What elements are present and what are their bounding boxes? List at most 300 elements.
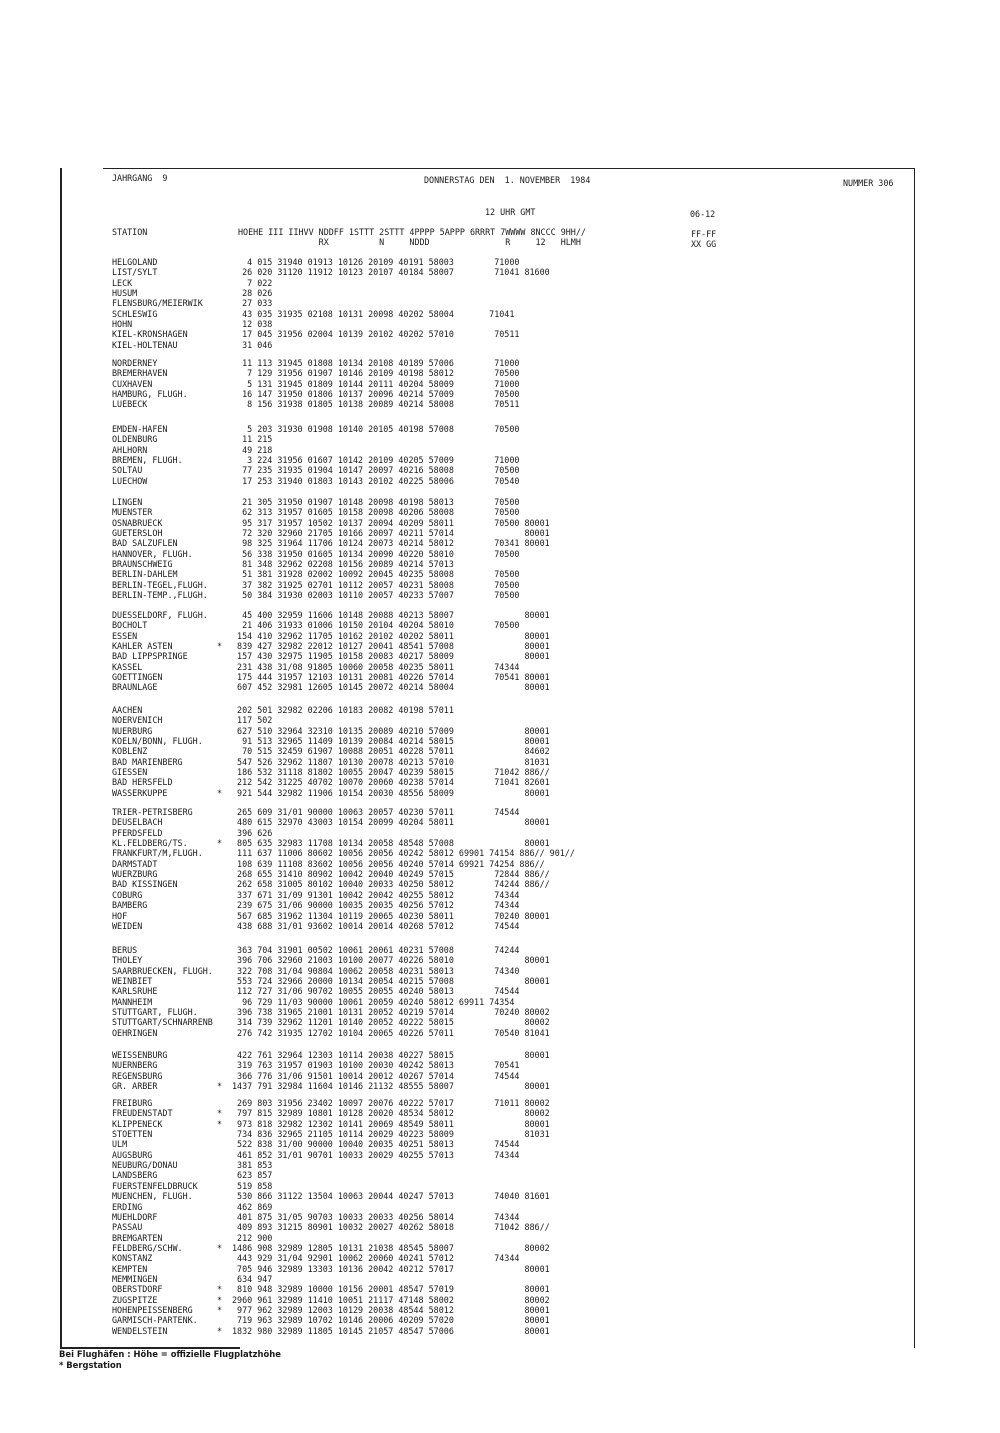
station-row [0, 528, 1000, 538]
station-name: BRAUNLAGE [112, 682, 158, 693]
station-observation-codes: 108 639 11108 83602 10056 20056 40240 57014 69921 74254 886// [232, 858, 545, 869]
station-name: GOETTINGEN [112, 672, 163, 683]
station-observation-codes: 734 836 32965 21105 10114 20029 40223 58009 81031 [232, 1129, 550, 1140]
station-name: NOERVENICH [112, 715, 163, 726]
station-observation-codes: 519 858 [232, 1180, 273, 1191]
station-row [0, 1212, 1000, 1222]
station-observation-codes: 5 131 31945 01809 10144 20111 40204 58009 71000 [232, 378, 520, 389]
station-row [0, 569, 1000, 579]
station-row [0, 1253, 1000, 1263]
station-observation-codes: 363 704 31901 00502 10061 20061 40231 57008 74244 [232, 945, 520, 955]
station-name: KAHLER ASTEN [112, 641, 173, 652]
station-name: MANNHEIM [112, 996, 153, 1007]
station-name: BERUS [112, 945, 138, 955]
station-observation-codes: 17 045 31956 02004 10139 20102 40202 57010 70511 [232, 329, 520, 340]
station-row [0, 757, 1000, 767]
station-row [0, 890, 1000, 900]
station-observation-codes: 623 857 [232, 1170, 273, 1181]
station-observation-codes: 43 035 31935 02108 10131 20098 40202 58004 71041 [232, 308, 515, 319]
station-name: HUSUM [112, 288, 138, 299]
station-row [0, 1284, 1000, 1294]
station-name: KARLSRUHE [112, 986, 158, 997]
station-name: BAD MARIENBERG [112, 756, 183, 767]
station-observation-codes: 31 046 [232, 339, 273, 350]
station-row [0, 715, 1000, 725]
jahrgang-label: JAHRGANG 9 [112, 173, 168, 183]
station-name: BAD SALZUFLEN [112, 538, 178, 549]
station-row [0, 538, 1000, 548]
station-observation-codes: 49 218 [232, 444, 273, 455]
station-row [0, 590, 1000, 600]
station-observation-codes: 202 501 32982 02206 10183 20082 40198 57011 [232, 705, 454, 715]
mountain-station-marker: * [217, 1242, 223, 1253]
station-observation-codes: 186 532 31118 81802 10055 20047 40239 58015 71042 886// [232, 767, 550, 778]
station-observation-codes: 56 338 31950 01605 10134 20090 40220 58010 70500 [232, 548, 520, 559]
station-row [0, 1108, 1000, 1118]
station-observation-codes: 314 739 32962 11201 10140 20052 40222 58015 80002 [232, 1017, 550, 1028]
station-name: HOHENPEISSENBERG [112, 1305, 193, 1315]
station-observation-codes: 70 515 32459 61907 10088 20051 40228 57011 84602 [232, 746, 550, 757]
station-row [0, 1243, 1000, 1253]
station-name: FREIBURG [112, 1098, 153, 1108]
station-row [0, 705, 1000, 715]
station-name: BAD HERSFELD [112, 777, 173, 788]
station-row [0, 1071, 1000, 1081]
station-name: GR. ARBER [112, 1081, 158, 1092]
mountain-station-marker: * [217, 1108, 223, 1119]
station-name: BERLIN-TEMP.,FLUGH. [112, 590, 208, 601]
station-row [0, 518, 1000, 528]
station-name: KEMPTEN [112, 1263, 148, 1274]
station-row [0, 257, 1000, 267]
station-observation-codes: 322 708 31/04 90804 10062 20058 40231 58013 74340 [232, 965, 520, 976]
station-name: WASSERKUPPE [112, 787, 168, 798]
station-name: LANDSBERG [112, 1170, 158, 1181]
station-observation-codes: 4 015 31940 01913 10126 20109 40191 58003 71000 [232, 257, 520, 267]
station-row [0, 1264, 1000, 1274]
station-row [0, 641, 1000, 651]
station-row [0, 610, 1000, 620]
station-name: SAARBRUECKEN, FLUGH. [112, 965, 213, 976]
station-row [0, 368, 1000, 378]
station-name: AACHEN [112, 705, 143, 715]
ff-column-header-line2: XX GG [691, 239, 717, 249]
station-observation-codes: 212 542 31225 40702 10070 20060 40238 57014 71041 82601 [232, 777, 550, 788]
station-name: ULM [112, 1139, 128, 1150]
station-row [0, 1222, 1000, 1232]
station-column-header: STATION [112, 227, 148, 237]
station-observation-codes: 1832 980 32989 11805 10145 21057 48547 57006 80001 [232, 1325, 550, 1336]
station-observation-codes: 805 635 32983 11708 10134 20058 48548 57008 80001 [232, 838, 550, 849]
station-row [0, 631, 1000, 641]
observation-time: 12 UHR GMT [485, 207, 536, 217]
station-row [0, 672, 1000, 682]
station-observation-codes: 366 776 31/06 91501 10014 20012 40267 57014 74544 [232, 1070, 520, 1081]
station-observation-codes: 96 729 11/03 90000 10061 20059 40240 58012 69911 74354 [232, 996, 515, 1007]
station-row [0, 955, 1000, 965]
station-observation-codes: 705 946 32989 13303 10136 20042 40212 57017 80001 [232, 1263, 550, 1274]
station-row [0, 997, 1000, 1007]
station-row [0, 945, 1000, 955]
station-observation-codes: 45 400 32959 11606 10148 20088 40213 58007 80001 [232, 610, 550, 620]
station-row [0, 777, 1000, 787]
mountain-station-marker: * [217, 1081, 223, 1092]
station-observation-codes: 62 313 31957 01605 10158 20098 40206 58008 70500 [232, 507, 520, 518]
station-name: KLIPPENECK [112, 1118, 163, 1129]
station-name: DUESSELDORF, FLUGH. [112, 610, 208, 620]
station-name: TRIER-PETRISBERG [112, 807, 193, 817]
date-label: DONNERSTAG DEN 1. NOVEMBER 1984 [424, 175, 591, 185]
station-name: KIEL-HOLTENAU [112, 339, 178, 350]
station-observation-codes: 462 869 [232, 1201, 273, 1212]
station-row [0, 746, 1000, 756]
station-name: WEINBIET [112, 976, 153, 987]
station-name: BERLIN-DAHLEM [112, 569, 178, 580]
station-row [0, 267, 1000, 277]
issue-number: NUMMER 306 [843, 178, 894, 188]
station-name: FREUDENSTADT [112, 1108, 173, 1119]
station-name: ERDING [112, 1201, 143, 1212]
station-name: DEUSELBACH [112, 817, 163, 828]
station-name: LUECHOW [112, 475, 148, 486]
station-observation-codes: 634 947 [232, 1273, 273, 1284]
station-name: AUGSBURG [112, 1149, 153, 1160]
station-name: HELGOLAND [112, 257, 158, 267]
station-observation-codes: 268 655 31410 80902 10042 20040 40249 57015 72844 886// [232, 869, 550, 880]
station-observation-codes: 37 382 31925 02701 10112 20057 40231 58008 70500 [232, 579, 520, 590]
station-name: THOLEY [112, 955, 143, 966]
station-observation-codes: 95 317 31957 10502 10137 20094 40209 58011 70500 80001 [232, 517, 550, 528]
station-observation-codes: 157 430 32975 11905 10158 20083 40217 58009 80001 [232, 651, 550, 662]
station-name: MUEHLDORF [112, 1211, 158, 1222]
station-observation-codes: 27 033 [232, 298, 273, 309]
station-name: NORDERNEY [112, 358, 158, 368]
station-observation-codes: 567 685 31962 11304 10119 20065 40230 58011 70240 80001 [232, 910, 550, 921]
station-observation-codes: 7 022 [232, 277, 273, 288]
station-observation-codes: 438 688 31/01 93602 10014 20014 40268 57012 74544 [232, 920, 520, 931]
station-name: STOETTEN [112, 1129, 153, 1140]
station-row [0, 329, 1000, 339]
station-observation-codes: 12 038 [232, 319, 273, 330]
station-name: LIST/SYLT [112, 267, 158, 278]
station-row [0, 788, 1000, 798]
station-observation-codes: 1486 908 32989 12805 10131 21038 48545 58007 80002 [232, 1242, 550, 1253]
station-name: KASSEL [112, 661, 143, 672]
station-name: NEUBURG/DONAU [112, 1160, 178, 1171]
station-observation-codes: 2960 961 32989 11410 10051 21117 47148 58002 80002 [232, 1294, 550, 1305]
station-observation-codes: 396 706 32960 21003 10100 20077 40226 58010 80001 [232, 955, 550, 966]
station-name: WEIDEN [112, 920, 143, 931]
station-row [0, 434, 1000, 444]
station-name: CUXHAVEN [112, 378, 153, 389]
station-name: KOBLENZ [112, 746, 148, 757]
station-row [0, 507, 1000, 517]
station-observation-codes: 422 761 32964 12303 10114 20038 40227 58015 80001 [232, 1050, 550, 1060]
station-row [0, 1119, 1000, 1129]
station-row [0, 1305, 1000, 1315]
station-name: MEMMINGEN [112, 1273, 158, 1284]
station-observation-codes: 98 325 31964 11706 10124 20073 40214 58012 70341 80001 [232, 538, 550, 549]
station-name: STUTTGART/SCHNARRENB [112, 1017, 213, 1028]
station-observation-codes: 17 253 31940 01803 10143 20102 40225 58006 70540 [232, 475, 520, 486]
station-observation-codes: 11 215 [232, 434, 273, 445]
station-row [0, 319, 1000, 329]
station-row [0, 1274, 1000, 1284]
station-row [0, 379, 1000, 389]
station-row [0, 1098, 1000, 1108]
station-row [0, 986, 1000, 996]
station-observation-codes: 921 544 32982 11906 10154 20030 48556 58009 80001 [232, 787, 550, 798]
station-name: OEHRINGEN [112, 1027, 158, 1038]
station-name: BAD KISSINGEN [112, 879, 178, 890]
station-row [0, 476, 1000, 486]
station-name: BRAUNSCHWEIG [112, 559, 173, 570]
station-observation-codes: 269 803 31956 23402 10097 20076 40222 57017 71011 80002 [232, 1098, 550, 1108]
station-name: BOCHOLT [112, 620, 148, 631]
station-observation-codes: 212 900 [232, 1232, 273, 1243]
station-name: STUTTGART, FLUGH. [112, 1007, 198, 1018]
station-row [0, 455, 1000, 465]
station-name: GUETERSLOH [112, 528, 163, 539]
station-observation-codes: 319 763 31957 01903 10100 20030 40242 58013 70541 [232, 1060, 520, 1071]
station-observation-codes: 154 410 32962 11705 10162 20102 40202 58011 80001 [232, 630, 550, 641]
station-row [0, 278, 1000, 288]
station-name: WENDELSTEIN [112, 1325, 168, 1336]
station-name: KOELN/BONN, FLUGH. [112, 736, 203, 747]
station-row [0, 817, 1000, 827]
station-name: BERLIN-TEGEL,FLUGH. [112, 579, 208, 590]
station-row [0, 1129, 1000, 1139]
station-observation-codes: 21 406 31933 01006 10150 20104 40204 58010 70500 [232, 620, 520, 631]
station-row [0, 1315, 1000, 1325]
station-name: OLDENBURG [112, 434, 158, 445]
station-name: MUENCHEN, FLUGH. [112, 1191, 193, 1202]
station-observation-codes: 607 452 32981 12605 10145 20072 40214 58004 80001 [232, 682, 550, 693]
station-row [0, 726, 1000, 736]
station-name: COBURG [112, 889, 143, 900]
station-name: FLENSBURG/MEIERWIK [112, 298, 203, 309]
station-name: OSNABRUECK [112, 517, 163, 528]
station-observation-codes: 522 838 31/00 90000 10040 20035 40251 58013 74544 [232, 1139, 520, 1150]
station-row [0, 1233, 1000, 1243]
station-row [0, 848, 1000, 858]
station-row [0, 1050, 1000, 1060]
station-row [0, 662, 1000, 672]
station-row [0, 549, 1000, 559]
station-name: BREMGARTEN [112, 1232, 163, 1243]
station-observation-codes: 396 738 31965 21001 10131 20052 40219 57014 70240 80002 [232, 1007, 550, 1018]
station-row [0, 1326, 1000, 1336]
station-name: EMDEN-HAFEN [112, 424, 168, 434]
station-observation-codes: 797 815 32989 10801 10128 20020 48534 58012 80002 [232, 1108, 550, 1119]
station-row [0, 1295, 1000, 1305]
station-observation-codes: 5 203 31930 01908 10140 20105 40198 57008 70500 [232, 424, 520, 434]
station-name: BAD LIPPSPRINGE [112, 651, 188, 662]
station-observation-codes: 8 156 31938 01805 10138 20089 40214 58008 70511 [232, 399, 520, 410]
station-row [0, 1150, 1000, 1160]
station-row [0, 859, 1000, 869]
station-name: HOHN [112, 319, 133, 330]
station-row [0, 1202, 1000, 1212]
station-row [0, 767, 1000, 777]
station-name: MUENSTER [112, 507, 153, 518]
mountain-station-marker: * [217, 641, 223, 652]
station-observation-codes: 381 853 [232, 1160, 273, 1171]
ff-column-header-line1: FF-FF [691, 229, 717, 239]
station-observation-codes: 81 348 32962 02208 10156 20089 40214 57013 [232, 559, 454, 570]
station-row [0, 298, 1000, 308]
station-row [0, 911, 1000, 921]
station-observation-codes: 50 384 31930 02003 10110 20057 40233 57007 70500 [232, 590, 520, 601]
station-observation-codes: 480 615 32970 43003 10154 20099 40204 58011 80001 [232, 817, 550, 828]
code-columns-header-line2: RX N NDDD R 12 HLMH [238, 237, 581, 247]
station-observation-codes: 719 963 32989 10702 10146 20006 40209 57020 80001 [232, 1315, 550, 1326]
station-row [0, 465, 1000, 475]
station-row [0, 900, 1000, 910]
station-observation-codes: 72 320 32960 21705 10166 20097 40211 57014 80001 [232, 528, 550, 539]
station-row [0, 1181, 1000, 1191]
footnote [59, 1349, 281, 1370]
station-observation-codes: 396 626 [232, 827, 273, 838]
station-row [0, 580, 1000, 590]
station-row [0, 445, 1000, 455]
station-row [0, 424, 1000, 434]
station-observation-codes: 530 866 31122 13504 10063 20044 40247 57013 74040 81601 [232, 1191, 550, 1202]
station-observation-codes: 977 962 32989 12003 10129 20038 48544 58012 80001 [232, 1305, 550, 1315]
station-observation-codes: 839 427 32982 22012 10127 20041 48541 57008 80001 [232, 641, 550, 652]
station-name: OBERSTDORF [112, 1284, 163, 1295]
station-observation-codes: 21 305 31950 01907 10148 20098 40198 58013 70500 [232, 497, 520, 507]
station-observation-codes: 91 513 32965 11409 10139 20084 40214 58015 80001 [232, 736, 550, 747]
station-observation-codes: 112 727 31/06 90702 10055 20055 40240 58013 74544 [232, 986, 520, 997]
station-observation-codes: 3 224 31956 01607 10142 20109 40205 57009 71000 [232, 455, 520, 466]
station-observation-codes: 239 675 31/06 90000 10035 20035 40256 57012 74344 [232, 900, 520, 911]
station-row [0, 389, 1000, 399]
station-name: WUERZBURG [112, 869, 158, 880]
station-name: ZUGSPITZE [112, 1294, 158, 1305]
station-name: BREMERHAVEN [112, 368, 168, 379]
station-row [0, 1060, 1000, 1070]
station-name: KL.FELDBERG/TS. [112, 838, 188, 849]
station-observation-codes: 443 929 31/04 92901 10062 20060 40241 57012 74344 [232, 1253, 520, 1264]
station-observation-codes: 7 129 31956 01907 10146 20109 40198 58012 70500 [232, 368, 520, 379]
station-observation-codes: 51 381 31928 02002 10092 20045 40235 58008 70500 [232, 569, 520, 580]
station-observation-codes: 111 637 11006 80602 10056 20056 40242 58012 69901 74154 886// 901// [232, 848, 575, 859]
station-observation-codes: 175 444 31957 12103 10131 20081 40226 57014 70541 80001 [232, 672, 550, 683]
station-name: LECK [112, 277, 133, 288]
station-name: HAMBURG, FLUGH. [112, 389, 188, 400]
mountain-station-marker: * [217, 1294, 223, 1305]
station-observation-codes: 409 893 31215 80901 10032 20027 40262 58018 71042 886// [232, 1222, 550, 1233]
station-observation-codes: 265 609 31/01 90000 10063 20057 40230 57011 74544 [232, 807, 520, 817]
station-observation-codes: 16 147 31950 01806 10137 20096 40214 57009 70500 [232, 389, 520, 400]
station-row [0, 976, 1000, 986]
station-observation-codes: 117 502 [232, 715, 273, 726]
station-name: BAMBERG [112, 900, 148, 911]
station-row [0, 1028, 1000, 1038]
code-columns-header-line1: HOEHE III IIHVV NDDFF 1STTT 2STTT 4PPPP 5APPP 6RRRT 7WWWW 8NCCC 9HH// [238, 227, 586, 237]
station-row [0, 807, 1000, 817]
station-name: FUERSTENFELDBRUCK [112, 1180, 198, 1191]
station-name: DARMSTADT [112, 858, 158, 869]
footnote-airport-height: Bei Flughäfen : Höhe = offizielle Flugplatzhöhe [59, 1349, 281, 1359]
station-name: KONSTANZ [112, 1253, 153, 1264]
station-name: REGENSBURG [112, 1070, 163, 1081]
station-row [0, 838, 1000, 848]
station-row [0, 1081, 1000, 1091]
station-name: WEISSENBURG [112, 1050, 168, 1060]
station-row [0, 966, 1000, 976]
station-name: AHLHORN [112, 444, 148, 455]
station-row [0, 869, 1000, 879]
station-observation-codes: 231 438 31/08 91805 10060 20058 40235 58011 74344 [232, 661, 520, 672]
station-name: FRANKFURT/M,FLUGH. [112, 848, 203, 859]
station-row [0, 1139, 1000, 1149]
footnote-mountain-station: * Bergstation [59, 1359, 122, 1370]
station-row [0, 828, 1000, 838]
station-name: NUERBURG [112, 725, 153, 736]
station-observation-codes: 28 026 [232, 288, 273, 299]
station-row [0, 1017, 1000, 1027]
station-row [0, 340, 1000, 350]
station-name: SCHLESWIG [112, 308, 158, 319]
station-row [0, 358, 1000, 368]
station-row [0, 399, 1000, 409]
mountain-station-marker: * [217, 1118, 223, 1129]
station-row [0, 497, 1000, 507]
station-observation-codes: 627 510 32964 32310 10135 20089 40210 57009 80001 [232, 725, 550, 736]
station-name: ESSEN [112, 630, 138, 641]
mountain-station-marker: * [217, 787, 223, 798]
station-observation-codes: 262 658 31005 80102 10040 20033 40250 58012 74244 886// [232, 879, 550, 890]
station-name: LUEBECK [112, 399, 148, 410]
station-observation-codes: 1437 791 32984 11604 10146 21132 48555 58007 80001 [232, 1081, 550, 1092]
station-row [0, 559, 1000, 569]
station-observation-codes: 553 724 32966 20000 10134 20054 40215 57008 80001 [232, 976, 550, 987]
station-observation-codes: 11 113 31945 01808 10134 20108 40189 57006 71000 [232, 358, 520, 368]
station-row [0, 921, 1000, 931]
station-observation-codes: 973 818 32982 12302 10141 20069 48549 58011 80001 [232, 1118, 550, 1129]
station-row [0, 309, 1000, 319]
station-name: GARMISCH-PARTENK. [112, 1315, 198, 1326]
mountain-station-marker: * [217, 1325, 223, 1336]
station-observation-codes: 26 020 31120 11912 10123 20107 40184 58007 71041 81600 [232, 267, 550, 278]
station-row [0, 620, 1000, 630]
station-row [0, 682, 1000, 692]
station-name: PASSAU [112, 1222, 143, 1233]
station-name: BREMEN, FLUGH. [112, 455, 183, 466]
station-name: SOLTAU [112, 465, 143, 476]
station-row [0, 1191, 1000, 1201]
station-observation-codes: 337 671 31/09 91301 10042 20042 40255 58012 74344 [232, 889, 520, 900]
mountain-station-marker: * [217, 838, 223, 849]
station-row [0, 288, 1000, 298]
station-name: HANNOVER, FLUGH. [112, 548, 193, 559]
station-name: HOF [112, 910, 128, 921]
station-observation-codes: 810 948 32989 10000 10156 20001 48547 57019 80001 [232, 1284, 550, 1295]
station-row [0, 879, 1000, 889]
station-name: LINGEN [112, 497, 143, 507]
station-observation-codes: 461 852 31/01 90701 10033 20029 40255 57013 74344 [232, 1149, 520, 1160]
mountain-station-marker: * [217, 1305, 223, 1315]
station-row [0, 736, 1000, 746]
station-name: NUERNBERG [112, 1060, 158, 1071]
station-row [0, 1160, 1000, 1170]
station-name: FELDBERG/SCHW. [112, 1242, 183, 1253]
station-observation-codes: 276 742 31935 12702 10104 20065 40226 57011 70540 81041 [232, 1027, 550, 1038]
station-observation-codes: 77 235 31935 01904 10147 20097 40216 58008 70500 [232, 465, 520, 476]
time-range: 06-12 [690, 209, 716, 219]
